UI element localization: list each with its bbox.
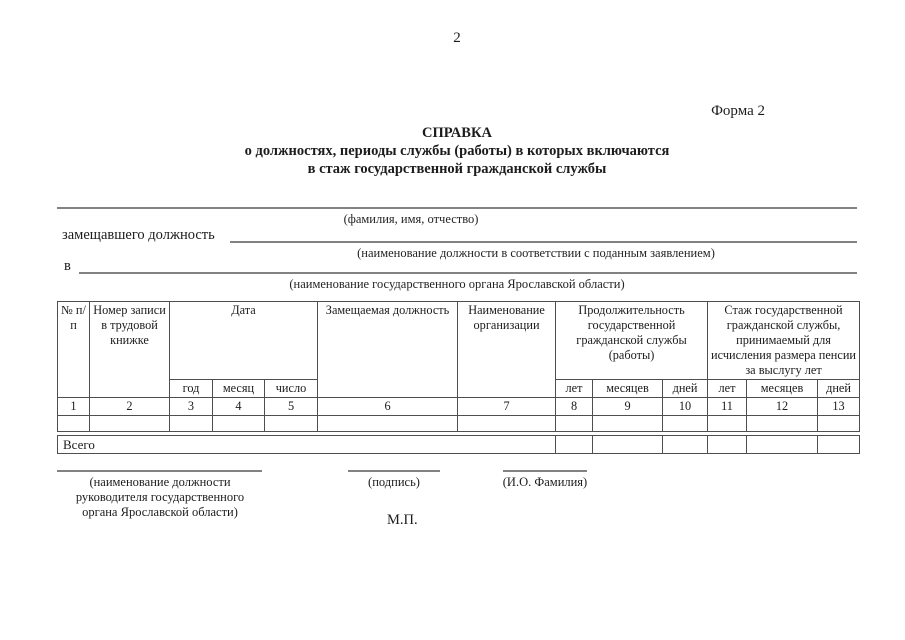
document-title [57,124,857,178]
empty-cell [318,416,458,432]
name-line [503,470,587,472]
total-srv-months [747,436,818,454]
position-caption: (наименование должности в соответствии с поданным заявлением) [357,246,715,260]
signature-line [348,470,440,472]
signature-caption: (подпись) [368,475,420,489]
subheader-dur-years: лет [556,380,593,398]
subheader-year: год [170,380,213,398]
total-srv-years [708,436,747,454]
empty-cell [265,416,318,432]
head-signature-line [57,470,262,472]
col-num-9: 9 [593,398,663,416]
service-table [57,301,861,454]
subheader-srv-months: месяцев [747,380,818,398]
empty-cell [58,416,90,432]
total-row-table [57,435,860,454]
position-label: замещавшего должность [62,227,215,243]
organ-label: в [64,258,71,274]
empty-cell [593,416,663,432]
subheader-dur-months: месяцев [593,380,663,398]
col-num-1: 1 [58,398,90,416]
numbering-row [58,398,860,416]
head-caption-line-2: руководителя государственного [75,490,245,504]
form-label: Форма 2 [711,103,765,119]
subheader-month: месяц [213,380,265,398]
total-dur-days [663,436,708,454]
empty-cell [747,416,818,432]
header-service-length: Стаж государственной гражданской службы, принимаемый для исчисления размера пенсии за выслугу лет [708,302,860,380]
subheader-dur-days: дней [663,380,708,398]
col-num-13: 13 [818,398,860,416]
header-record-number: Номер записи в трудовой книжке [90,302,170,398]
col-num-12: 12 [747,398,818,416]
head-signature-caption [40,475,280,520]
service-table-main [57,301,860,432]
subheader-srv-years: лет [708,380,747,398]
col-num-11: 11 [708,398,747,416]
total-row [58,436,860,454]
subheader-day: число [265,380,318,398]
page-number: 2 [453,30,461,46]
col-num-2: 2 [90,398,170,416]
name-caption: (И.О. Фамилия) [502,475,588,489]
col-num-4: 4 [213,398,265,416]
col-num-10: 10 [663,398,708,416]
organ-caption: (наименование государственного органа Ярославской области) [289,277,625,291]
empty-data-row [58,416,860,432]
title-line-2: о должностях, периоды службы (работы) в которых включаются [244,143,670,159]
head-caption-line-1: (наименование должности [89,475,231,489]
organ-line [79,272,857,274]
empty-cell [90,416,170,432]
position-line [230,241,857,243]
empty-cell [663,416,708,432]
total-dur-months [593,436,663,454]
header-no: № п/п [58,302,90,398]
header-organization: Наименование организации [458,302,556,398]
subheader-srv-days: дней [818,380,860,398]
title-line-3: в стаж государственной гражданской службы [307,161,607,177]
header-date: Дата [170,302,318,380]
empty-cell [818,416,860,432]
col-num-6: 6 [318,398,458,416]
title-line-1: СПРАВКА [422,125,492,141]
total-dur-years [556,436,593,454]
col-num-8: 8 [556,398,593,416]
head-caption-line-3: органа Ярославской области) [82,505,238,519]
col-num-3: 3 [170,398,213,416]
empty-cell [213,416,265,432]
empty-cell [170,416,213,432]
header-position: Замещаемая должность [318,302,458,398]
empty-cell [458,416,556,432]
col-num-5: 5 [265,398,318,416]
empty-cell [708,416,747,432]
seal-placeholder: М.П. [387,512,418,528]
empty-cell [556,416,593,432]
fio-caption: (фамилия, имя, отчество) [343,212,479,226]
total-srv-days [818,436,860,454]
total-label: Всего [58,436,556,454]
fio-line [57,207,857,209]
col-num-7: 7 [458,398,556,416]
header-duration: Продолжительность государственной гражданской службы (работы) [556,302,708,380]
